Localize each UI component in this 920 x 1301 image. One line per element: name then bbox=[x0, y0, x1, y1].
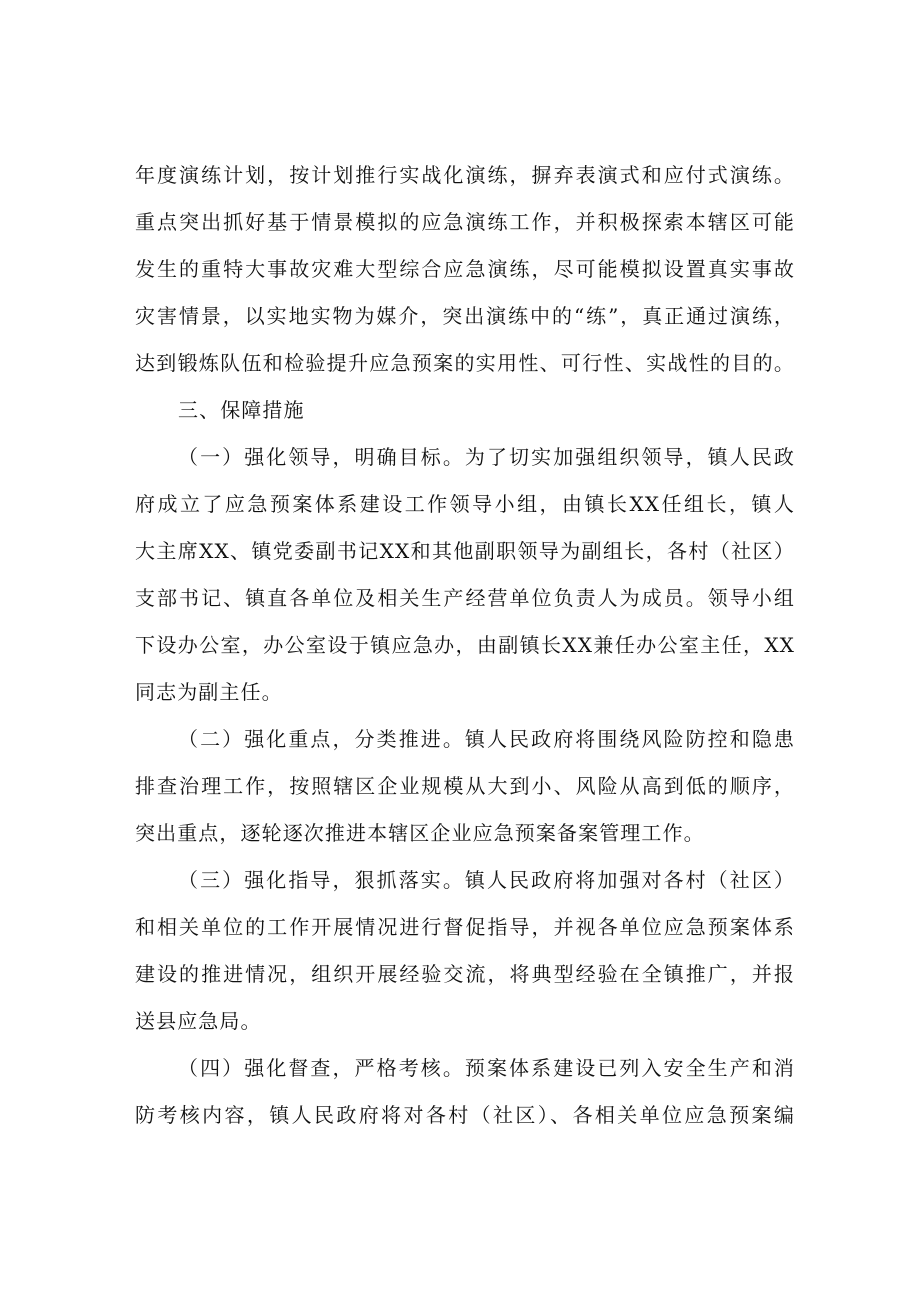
paragraph-line: 同志为副主任。 bbox=[135, 680, 283, 704]
paragraph-line: 灾害情景，以实地实物为媒介，突出演练中的“练”，真正通过演练， bbox=[135, 304, 795, 328]
paragraph-line: 送县应急局。 bbox=[135, 1009, 262, 1033]
paragraph-line: （三）强化指导，狠抓落实。镇人民政府将加强对各村（社区） bbox=[178, 868, 795, 892]
paragraph-line: 和相关单位的工作开展情况进行督促指导，并视各单位应急预案体系 bbox=[135, 915, 795, 939]
paragraph-line: 支部书记、镇直各单位及相关生产经营单位负责人为成员。领导小组 bbox=[135, 586, 795, 610]
paragraph-line: （一）强化领导，明确目标。为了切实加强组织领导，镇人民政 bbox=[178, 445, 795, 469]
section-heading: 三、保障措施 bbox=[178, 398, 305, 422]
paragraph-line: （二）强化重点，分类推进。镇人民政府将围绕风险防控和隐患 bbox=[178, 727, 795, 751]
paragraph-line: 下设办公室，办公室设于镇应急办，由副镇长XX兼任办公室主任，XX bbox=[135, 633, 795, 657]
paragraph-line: 防考核内容，镇人民政府将对各村（社区）、各相关单位应急预案编 bbox=[135, 1103, 795, 1127]
paragraph-line: （四）强化督查，严格考核。预案体系建设已列入安全生产和消 bbox=[178, 1056, 795, 1080]
paragraph-line: 排查治理工作，按照辖区企业规模从大到小、风险从高到低的顺序， bbox=[135, 774, 795, 798]
paragraph-line: 发生的重特大事故灾难大型综合应急演练，尽可能模拟设置真实事故 bbox=[135, 257, 795, 281]
paragraph-line: 府成立了应急预案体系建设工作领导小组，由镇长XX任组长，镇人 bbox=[135, 492, 795, 516]
paragraph-line: 大主席XX、镇党委副书记XX和其他副职领导为副组长，各村（社区） bbox=[135, 539, 795, 563]
paragraph-line: 重点突出抓好基于情景模拟的应急演练工作，并积极探索本辖区可能 bbox=[135, 210, 795, 234]
paragraph-line: 突出重点，逐轮逐次推进本辖区企业应急预案备案管理工作。 bbox=[135, 821, 705, 845]
paragraph-line: 年度演练计划，按计划推行实战化演练，摒弃表演式和应付式演练。 bbox=[135, 163, 795, 187]
paragraph-line: 达到锻炼队伍和检验提升应急预案的实用性、可行性、实战性的目的。 bbox=[135, 351, 795, 375]
paragraph-line: 建设的推进情况，组织开展经验交流，将典型经验在全镇推广，并报 bbox=[135, 962, 795, 986]
